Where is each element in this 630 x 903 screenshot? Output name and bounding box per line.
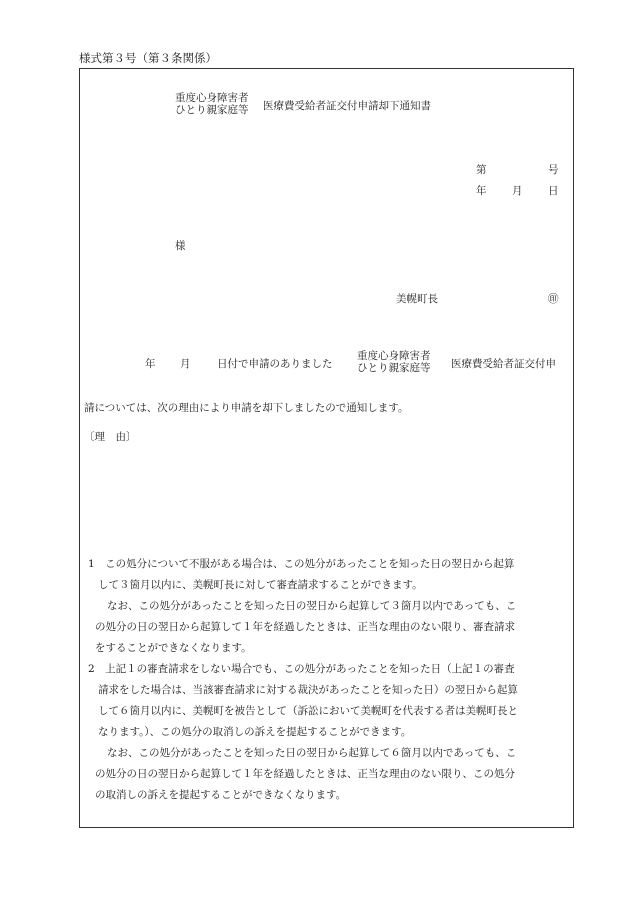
notice-p2b-line1: なお、この処分があったことを知った日の翌日から起算して６箇月以内であっても、こ	[107, 747, 517, 759]
body-category	[357, 350, 431, 374]
notice-p2b-line2: の処分の日の翌日から起算して１年を経過したときは、正当な理由のない限り、この処分	[95, 768, 515, 780]
body-category-line2: ひとり親家庭等	[357, 362, 431, 374]
title-category	[175, 92, 249, 116]
notice-p2b-line3: の取消しの訴えを提起することができなくなります。	[95, 789, 347, 801]
title-category-line2: ひとり親家庭等	[175, 104, 249, 116]
body-month: 月	[180, 358, 191, 370]
seal-mark: ㊞	[548, 293, 559, 305]
doc-number-suffix: 号	[548, 164, 559, 176]
reason-label: 〔理 由〕	[84, 431, 137, 443]
document-title: 医療費受給者証交付申請却下通知書	[263, 100, 431, 112]
body-year: 年	[145, 358, 156, 370]
date-month: 月	[512, 185, 523, 197]
addressee-honorific: 様	[175, 240, 186, 252]
notice-p1b-line3: をすることができなくなります。	[95, 642, 252, 654]
body-category-line1: 重度心身障害者	[357, 350, 431, 362]
notice-p1b-line2: の処分の日の翌日から起算して１年を経過したときは、正当な理由のない限り、審査請求	[95, 621, 515, 633]
notice-p2-line2: 請求をした場合は、当該審査請求に対する裁決があったことを知った日）の翌日から起算	[98, 684, 518, 696]
notice-p2-line3: して６箇月以内に、美幌町を被告として（訴訟において美幌町を代表する者は美幌町長と	[98, 705, 518, 717]
notice-p2-line1: 2 上記１の審査請求をしない場合でも、この処分があったことを知った日（上記１の審査	[88, 663, 515, 675]
date-day: 日	[548, 185, 559, 197]
title-category-line1: 重度心身障害者	[175, 92, 249, 104]
body-line2: 請については、次の理由により申請を却下しましたので通知します。	[84, 402, 409, 414]
notice-p1b-line1: なお、この処分があったことを知った日の翌日から起算して３箇月以内であっても、こ	[107, 600, 517, 612]
form-number: 様式第３号（第３条関係）	[79, 51, 217, 65]
date-year: 年	[476, 185, 487, 197]
body-text-after: 医療費受給者証交付申	[451, 358, 556, 370]
doc-number-prefix: 第	[476, 164, 487, 176]
notice-p1-line2: して３箇月以内に、美幌町長に対して審査請求することができます。	[98, 579, 423, 591]
notice-p1-line1: 1 この処分について不服がある場合は、この処分があったことを知った日の翌日から起算	[88, 558, 515, 570]
issuer-name: 美幌町長	[396, 293, 438, 305]
notice-p2-line4: なります。）、この処分の取消しの訴えを提起することができます。	[98, 726, 412, 738]
body-day-text: 日付で申請のありました	[217, 358, 333, 370]
